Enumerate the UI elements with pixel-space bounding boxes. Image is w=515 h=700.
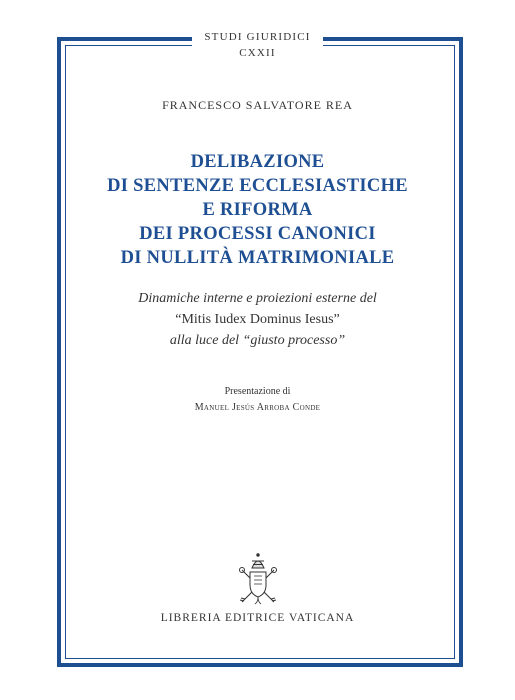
author-name: FRANCESCO SALVATORE REA xyxy=(162,98,353,112)
title-line: DI NULLITÀ MATRIMONIALE xyxy=(120,248,395,268)
title-line: DELIBAZIONE xyxy=(190,152,325,172)
title-line: DI SENTENZE ECCLESIASTICHE xyxy=(107,176,408,196)
series-label xyxy=(0,29,515,61)
series-number: CXXII xyxy=(239,47,276,59)
presentation-author: Manuel Jesús Arroba Conde xyxy=(194,402,321,413)
subtitle-line-3 xyxy=(0,330,515,351)
series-name: STUDI GIURIDICI xyxy=(204,31,311,43)
title-line: DEI PROCESSI CANONICI xyxy=(139,224,376,244)
subtitle-line-2: “Mitis Iudex Dominus Iesus” xyxy=(175,312,340,327)
subtitle-line-1: Dinamiche interne e proiezioni esterne del xyxy=(138,291,377,306)
subtitle-line-3-prefix: alla luce del xyxy=(169,333,243,348)
book-subtitle xyxy=(0,288,515,351)
book-title xyxy=(0,150,515,270)
papal-coat-of-arms-icon xyxy=(236,552,280,606)
subtitle-line-3-italic: “giusto processo” xyxy=(242,333,346,348)
presentation-label: Presentazione di xyxy=(224,386,291,397)
title-line: E RIFORMA xyxy=(202,200,313,220)
publisher-name: LIBRERIA EDITRICE VATICANA xyxy=(160,612,355,624)
